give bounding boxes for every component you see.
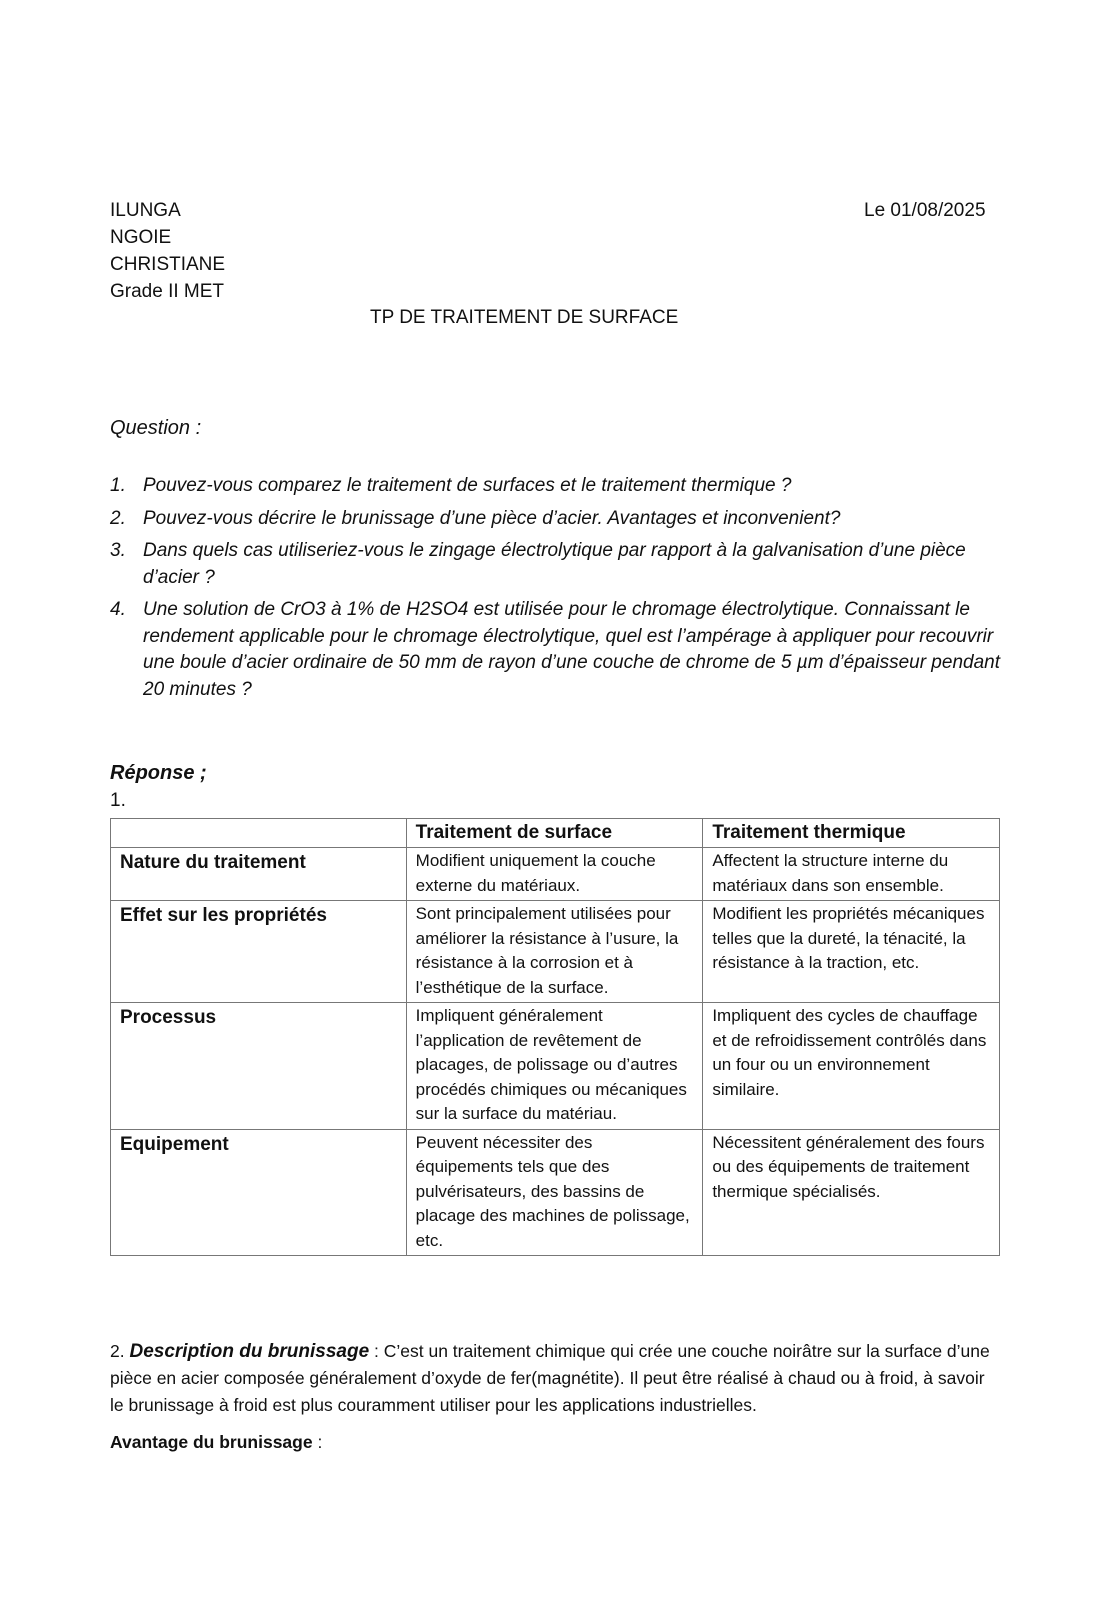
table-header-cell — [111, 819, 407, 848]
table-row-label: Equipement — [111, 1129, 407, 1256]
comparison-table — [110, 818, 1000, 1256]
response-item-number: 1. — [110, 790, 126, 811]
question-number: 4. — [110, 599, 126, 620]
table-cell: Modifient uniquement la couche externe du matériaux. — [406, 848, 703, 901]
section-2-paragraph — [110, 1338, 990, 1419]
table-row-label: Processus — [111, 1003, 407, 1130]
table-cell: Impliquent des cycles de chauffage et de refroidissement contrôlés dans un four ou un environnement similaire. — [703, 1003, 1000, 1130]
author-grade: Grade II MET — [110, 281, 225, 302]
question-number: 2. — [110, 507, 126, 529]
question-item — [110, 473, 1010, 500]
table-row — [111, 848, 1000, 901]
author-first-name: CHRISTIANE — [110, 254, 226, 275]
table-header-cell: Traitement de surface — [406, 819, 703, 848]
table-cell: Affectent la structure interne du matériaux dans son ensemble. — [703, 848, 1000, 901]
author-middle-name: NGOIE — [110, 227, 172, 248]
question-text: Une solution de CrO3 à 1% de H2SO4 est utilisée pour le chromage électrolytique. Connaissant le rendement applicable pour le chromage électrolytique, quel est l’ampérage à appliquer pour recouvrir une boule d’acier ordinaire de 50 mm de rayon d’une couche de chrome de 5 µm d’épaisseur pendant 20 minutes ? — [143, 599, 1000, 700]
section-2-lead: Description du brunissage — [129, 1341, 370, 1362]
document-date: Le 01/08/2025 — [864, 200, 986, 221]
table-cell: Modifient les propriétés mécaniques telles que la dureté, la ténacité, la résistance à la traction, etc. — [703, 901, 1000, 1003]
author-last-name: ILUNGA — [110, 200, 181, 221]
question-item — [110, 538, 1010, 591]
advantages-label: Avantage du brunissage — [110, 1432, 313, 1452]
table-cell: Impliquent généralement l’application de revêtement de placages, de polissage ou d’autres procédés chimiques ou mécaniques sur la surface du matériau. — [406, 1003, 703, 1130]
table-cell: Peuvent nécessiter des équipements tels que des pulvérisateurs, des bassins de placage des machines de polissage, etc. — [406, 1129, 703, 1256]
table-row — [111, 1003, 1000, 1130]
advantages-suffix: : — [312, 1432, 323, 1452]
question-item — [110, 597, 1010, 703]
question-number: 1. — [110, 475, 126, 496]
table-row-label: Nature du traitement — [111, 848, 407, 901]
table-row-label: Effet sur les propriétés — [111, 901, 407, 1003]
question-text: Dans quels cas utiliseriez-vous le zingage électrolytique par rapport à la galvanisation d’une pièce d’acier ? — [143, 540, 966, 588]
section-2-text: : C’est un traitement chimique qui crée une couche noirâtre sur la surface d’une pièce en acier composée généralement d’oxyde de fer(magnétite). Il peut être réalisé à chaud ou à froid, à savoir le brunissage à froid est plus couramment utiliser pour les applications industrielles. — [110, 1341, 990, 1415]
table-header-cell: Traitement thermique — [703, 819, 1000, 848]
table-row — [111, 901, 1000, 1003]
response-heading: Réponse ; — [110, 762, 207, 784]
question-text: Pouvez-vous comparez le traitement de surfaces et le traitement thermique ? — [143, 475, 792, 496]
section-2-number: 2. — [110, 1341, 125, 1361]
table-cell: Nécessitent généralement des fours ou des équipements de traitement thermique spécialisés. — [703, 1129, 1000, 1256]
question-number: 3. — [110, 540, 126, 561]
questions-list — [110, 473, 1010, 709]
questions-heading: Question : — [110, 417, 202, 439]
document-title: TP DE TRAITEMENT DE SURFACE — [370, 307, 679, 328]
table-header-row — [111, 819, 1000, 848]
question-item — [110, 506, 1010, 533]
table-row — [111, 1129, 1000, 1256]
question-text: Pouvez-vous décrire le brunissage d’une pièce d’acier. Avantages et inconvenient? — [143, 507, 841, 529]
table-cell: Sont principalement utilisées pour améliorer la résistance à l’usure, la résistance à la corrosion et à l’esthétique de la surface. — [406, 901, 703, 1003]
advantages-heading — [110, 1432, 322, 1453]
